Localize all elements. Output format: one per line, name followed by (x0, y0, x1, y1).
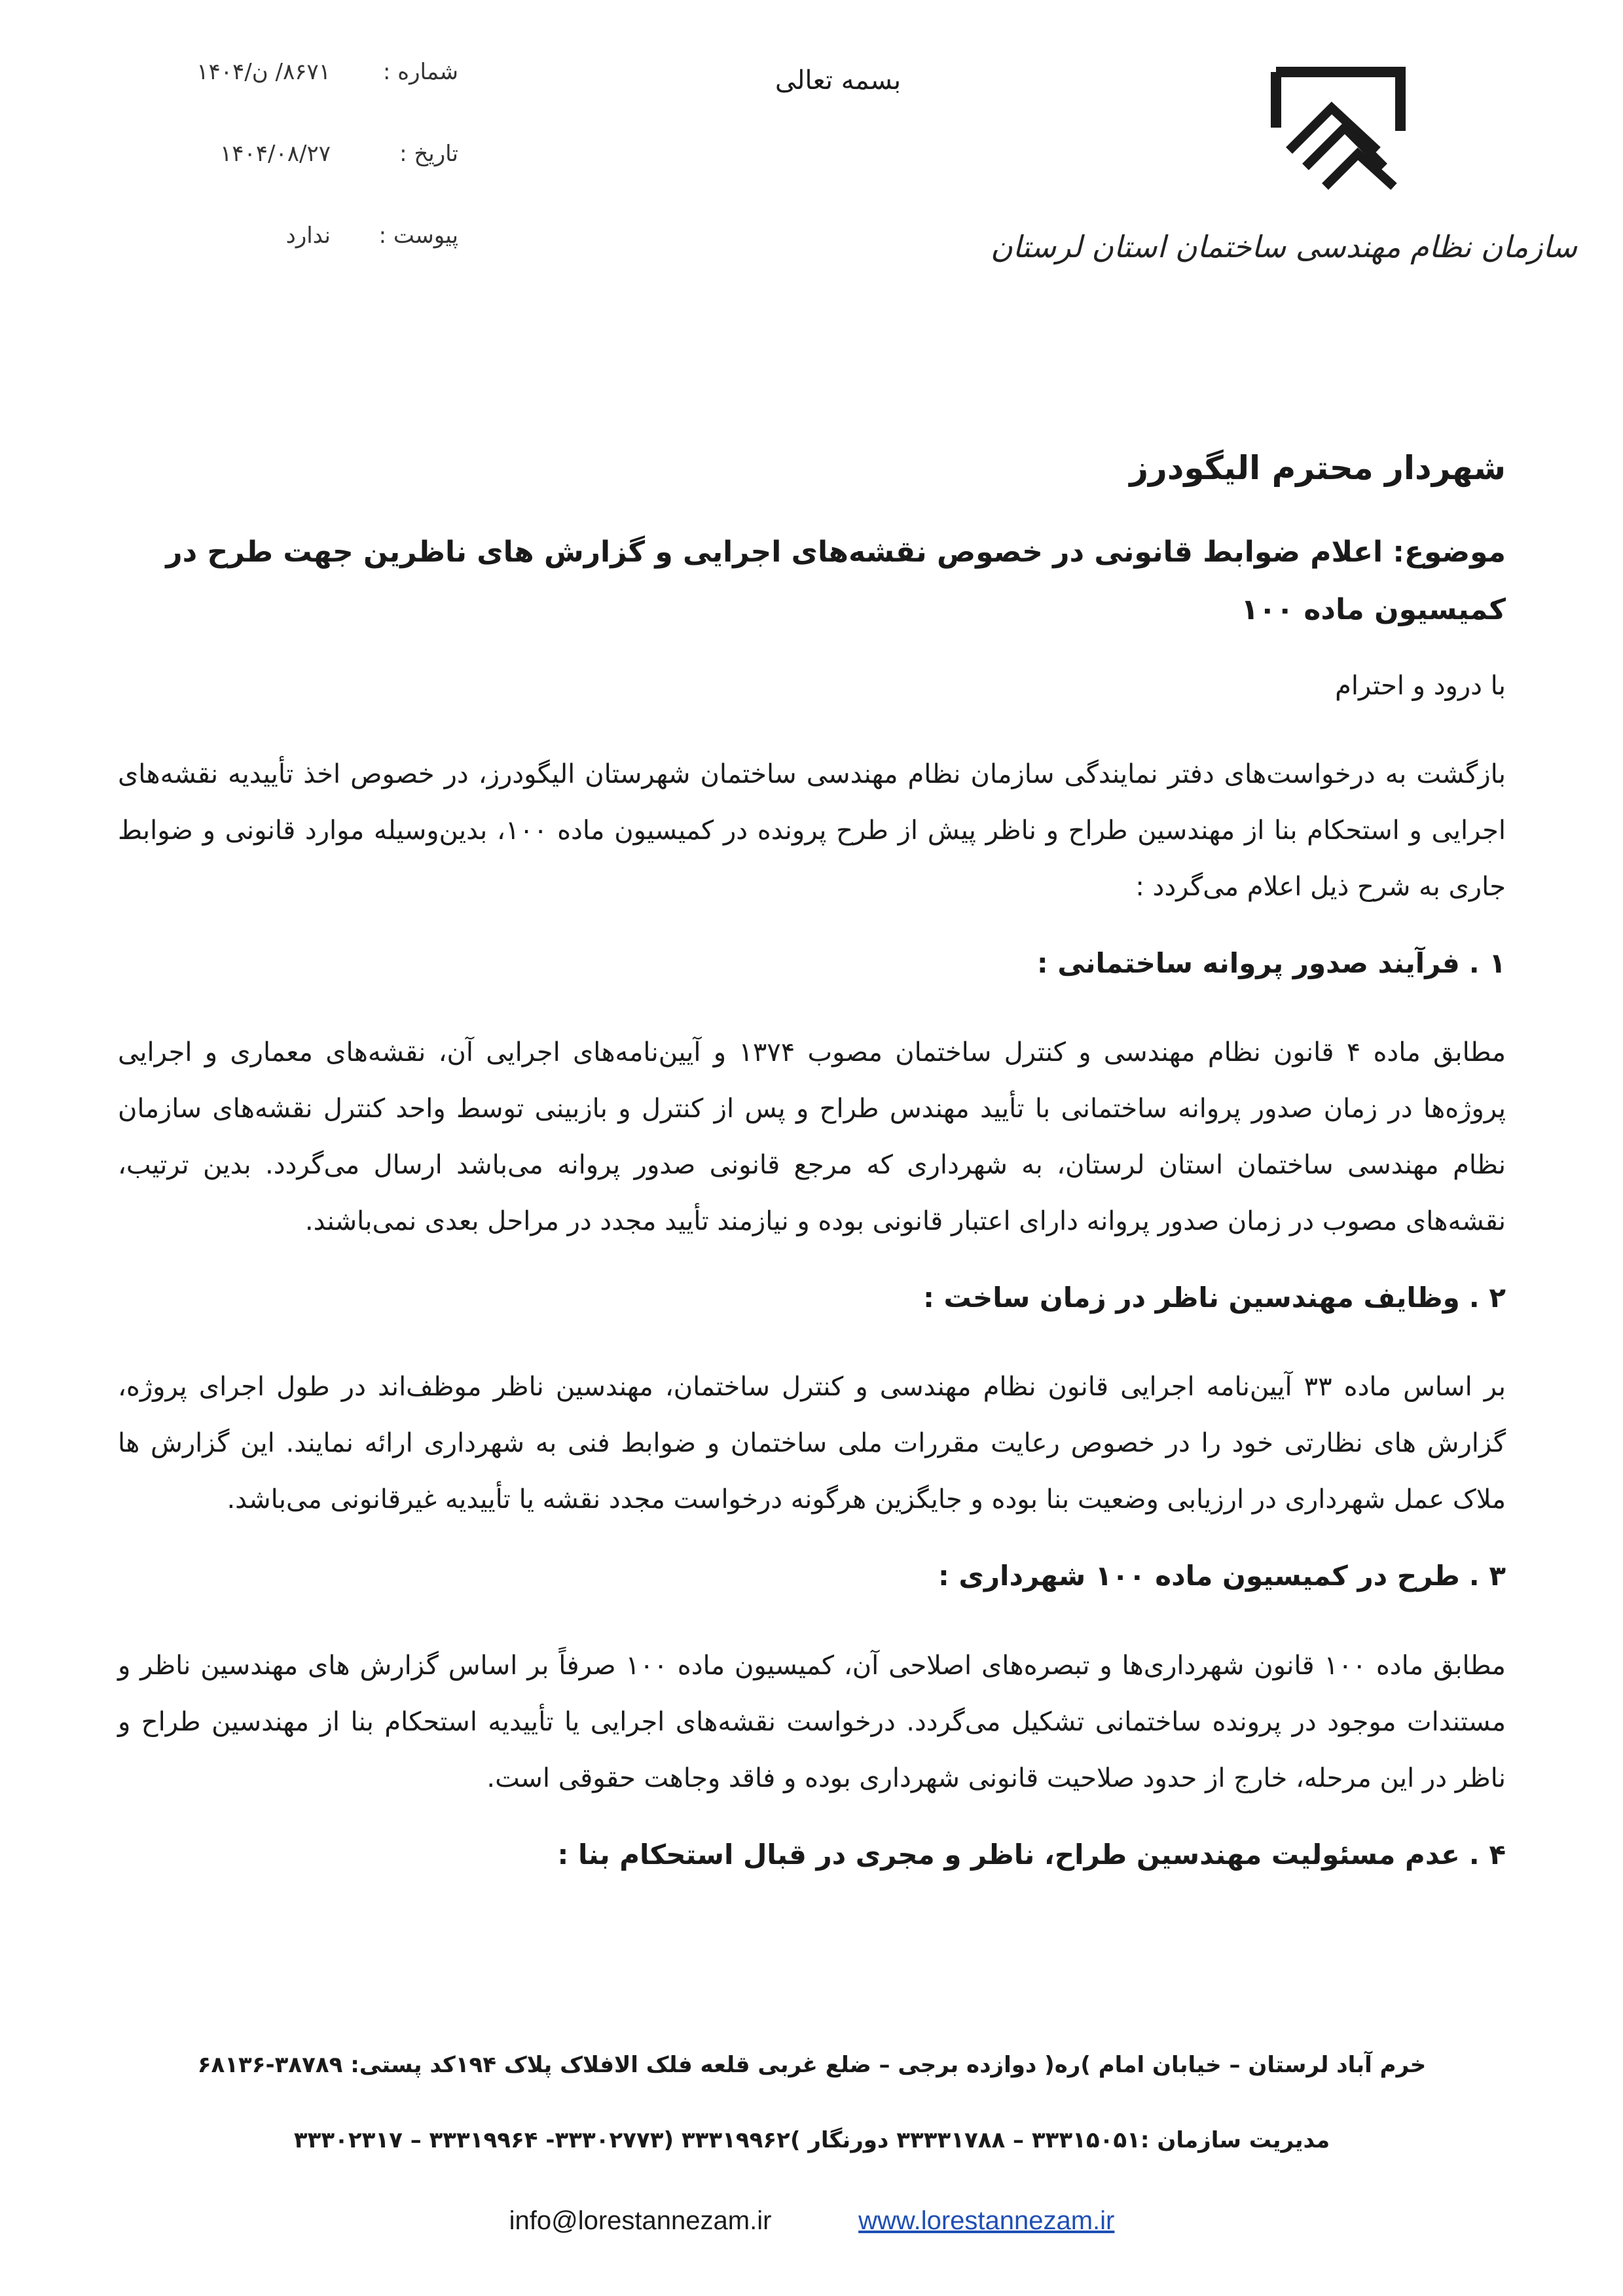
footer-address: خرم آباد لرستان – خیابان امام )ره( دوازده برجی – ضلع غربی قلعه فلک الافلاک پلاک ۱۹۴کد پستی: ۳۸۷۸۹-۶۸۱۳۶ (197, 2052, 1427, 2078)
footer-links (118, 2206, 1506, 2236)
intro-paragraph: بازگشت به درخواست‌های دفتر نمایندگی سازمان نظام مهندسی ساختمان شهرستان الیگودرز، در خصوص اخذ تأییدیه نقشه‌های اجرایی و استحکام بنا از مهندسین طراح و ناظر پیش از طرح پرونده در کمیسیون ماده ۱۰۰، بدین‌وسیله موارد قانونی و ضوابط جاری به شرح ذیل اعلام می‌گردد : (118, 759, 1506, 902)
section-1-number: ۱ . (1468, 947, 1506, 979)
footer-email[interactable]: info@lorestannezam.ir (509, 2206, 772, 2235)
section-3-heading: طرح در کمیسیون ماده ۱۰۰ شهرداری : (938, 1560, 1460, 1592)
meta-number-row (151, 59, 458, 141)
section-1-text: مطابق ماده ۴ قانون نظام مهندسی و کنترل ساختمان مصوب ۱۳۷۴ و آیین‌نامه‌های اجرایی آن، نقشه‌های معماری و اجرایی پروژه‌ها در زمان صدور پروانه ساختمانی با تأیید مهندس طراح و پس از کنترل و بازبینی توسط واحد کنترل نقشه‌های سازمان نظام مهندسی ساختمان استان لرستان، به شهرداری که مرجع قانونی صدور پروانه می‌باشد ارسال می‌گردد. بدین ترتیب، نقشه‌های مصوب در زمان صدور پروانه دارای اعتبار قانونی بوده و نیازمند تأیید مجدد در مراحل بعدی نمی‌باشند. (118, 1037, 1506, 1237)
date-value: ۱۴۰۴/۰۸/۲۷ (219, 141, 331, 167)
footer-website-link[interactable]: www.lorestannezam.ir (858, 2206, 1115, 2235)
meta-date-row (151, 141, 458, 223)
section-2-title (118, 1276, 1506, 1319)
number-label: شماره : (383, 59, 458, 85)
section-1-title (118, 941, 1506, 985)
organization-logo (991, 52, 1577, 264)
attachment-value: ندارد (285, 223, 331, 249)
subject: موضوع: اعلام ضوابط قانونی در خصوص نقشه‌های اجرایی و گزارش های ناظرین جهت طرح در کمیسیون ماده ۱۰۰ (166, 535, 1506, 626)
recipient: شهردار محترم الیگودرز (1129, 449, 1506, 487)
organization-name: سازمان نظام مهندسی ساختمان استان لرستان (991, 229, 1577, 264)
footer-phones: مدیریت سازمان :۳۳۳۱۵۰۵۱ – ۳۳۳۳۱۷۸۸ دورنگار )۳۳۳۱۹۹۶۲ (۳۳۳۰۲۷۷۳- ۳۳۳۱۹۹۶۴ – ۳۳۳۰۲۳۱۷ (293, 2127, 1330, 2153)
date-label: تاریخ : (399, 141, 458, 167)
section-2-number: ۲ . (1468, 1282, 1506, 1314)
letter-body (118, 445, 1506, 1916)
invocation-heading: بسمه تعالی (775, 65, 902, 96)
section-2-heading: وظایف مهندسین ناظر در زمان ساخت : (923, 1282, 1460, 1314)
attachment-label: پیوست : (378, 223, 458, 249)
building-roof-logo-icon (1263, 59, 1413, 203)
number-value: ۸۶۷۱/ ن/۱۴۰۴ (196, 59, 331, 85)
section-4-title (118, 1833, 1506, 1876)
section-3-text: مطابق ماده ۱۰۰ قانون شهرداری‌ها و تبصره‌های اصلاحی آن، کمیسیون ماده ۱۰۰ صرفاً بر اساس گزارش های مهندسین ناظر و مستندات موجود در پرونده ساختمانی تشکیل می‌گردد. درخواست نقشه‌های اجرایی یا تأییدیه استحکام بنا از مهندسین طراح و ناظر در این مرحله، خارج از حدود صلاحیت قانونی شهرداری بوده و فاقد وجاهت حقوقی است. (118, 1650, 1506, 1793)
section-4-heading: عدم مسئولیت مهندسین طراح، ناظر و مجری در قبال استحکام بنا : (557, 1838, 1460, 1871)
greeting: با درود و احترام (1335, 671, 1506, 701)
section-3-title (118, 1554, 1506, 1598)
section-4-number: ۴ . (1468, 1838, 1506, 1871)
section-2-text: بر اساس ماده ۳۳ آیین‌نامه اجرایی قانون نظام مهندسی و کنترل ساختمان، مهندسین ناظر موظف‌اند در طول اجرای پروژه، گزارش های نظارتی خود را در خصوص رعایت مقررات ملی ساختمان و ضوابط فنی به شهرداری ارائه نمایند. این گزارش ها ملاک عمل شهرداری در ارزیابی وضعیت بنا بوده و جایگزین هرگونه درخواست مجدد نقشه یا تأییدیه غیرقانونی می‌باشد. (118, 1372, 1506, 1515)
section-3-number: ۳ . (1468, 1560, 1506, 1592)
letter-meta (151, 59, 458, 304)
section-1-heading: فرآیند صدور پروانه ساختمانی : (1036, 947, 1460, 979)
meta-attachment-row (151, 223, 458, 304)
